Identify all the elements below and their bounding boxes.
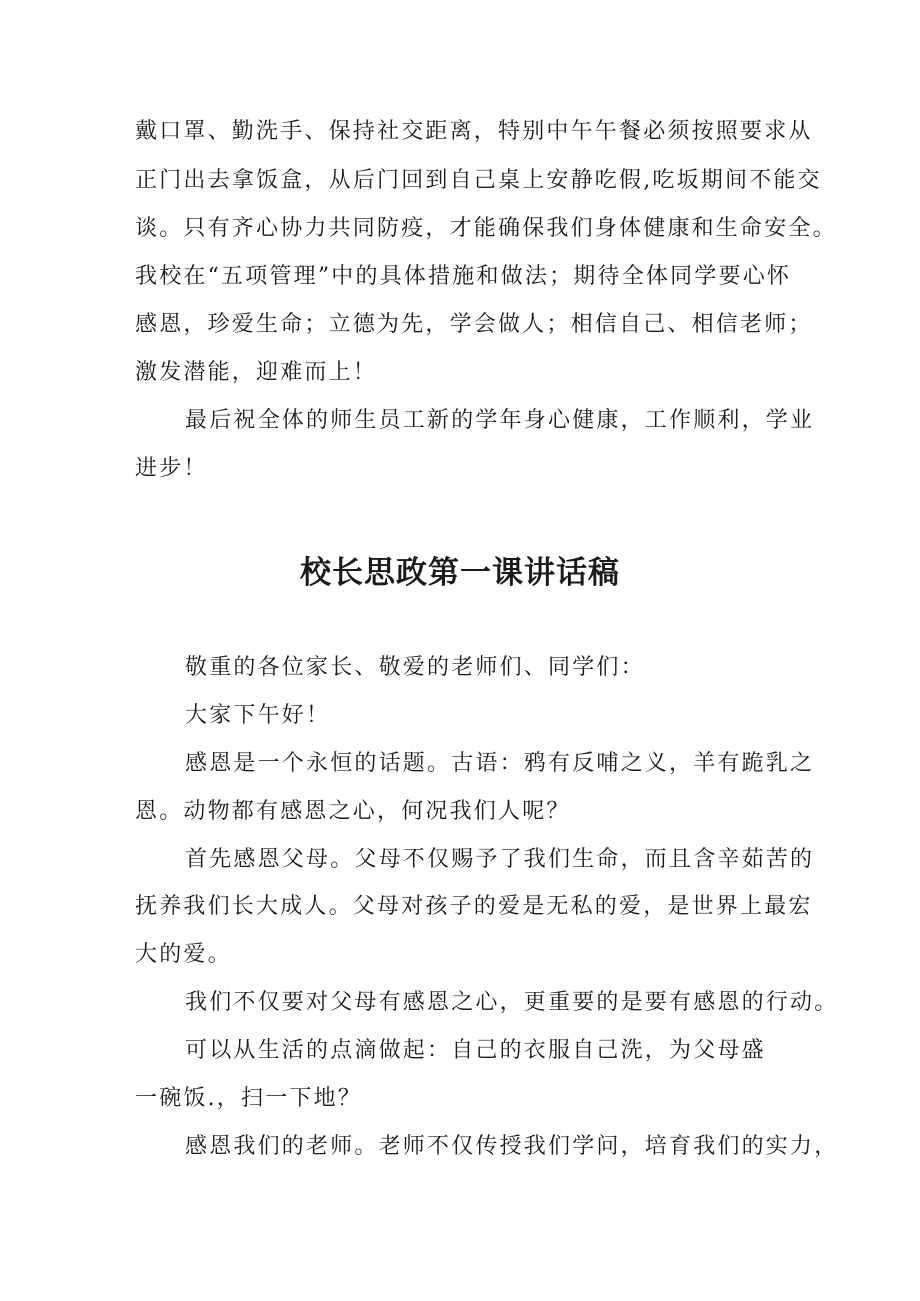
text-line: 我校在“五项管理”中的具体措施和做法；期待全体同学要心怀 [135, 264, 792, 289]
text-line: 感恩是一个永恒的话题。古语：鸦有反哺之义，羊有跪乳之 [185, 751, 815, 776]
text-line: 谈。只有齐心协力共同防疫，才能确保我们身体健康和生命安全。 [135, 216, 837, 241]
text-line: 可以从生活的点滴做起：自己的衣服自己洗，为父母盛 [185, 1038, 766, 1063]
text-line: 一碗饭.，扫一下地？ [135, 1086, 362, 1111]
text-line: 正门出去拿饭盒，从后门回到自己桌上安静吃假,吃坂期间不能交 [135, 168, 822, 193]
text-line: 进步！ [135, 456, 208, 481]
text-line: 大的爱。 [135, 942, 232, 967]
text-line: 感恩，珍爱生命；立德为先，学会做人；相信自己、相信老师； [135, 312, 813, 337]
text-line: 敬重的各位家长、敬爱的老师们、同学们： [185, 655, 645, 680]
text-line: 我们不仅要对父母有感恩之心，更重要的是要有感恩的行动。 [185, 990, 839, 1015]
document-title: 校长思政第一课讲话稿 [300, 555, 620, 591]
text-line: 最后祝全体的师生员工新的学年身心健康，工作顺利，学业 [185, 408, 815, 433]
text-line: 抚养我们长大成人。父母对孩子的爱是无私的爱，是世界上最宏 [135, 894, 813, 919]
text-line: 恩。动物都有感恩之心，何况我们人呢？ [135, 799, 571, 824]
text-line: 戴口罩、勤洗手、保持社交距离，特别中午午餐必须按照要求从 [135, 119, 813, 144]
text-line: 感恩我们的老师。老师不仅传授我们学问，培育我们的实力， [185, 1134, 839, 1159]
text-line: 激发潜能，迎难而上！ [135, 360, 378, 385]
text-line: 首先感恩父母。父母不仅赐予了我们生命，而且含辛茹苦的 [185, 847, 815, 872]
text-line: 大家下午好！ [185, 703, 331, 728]
